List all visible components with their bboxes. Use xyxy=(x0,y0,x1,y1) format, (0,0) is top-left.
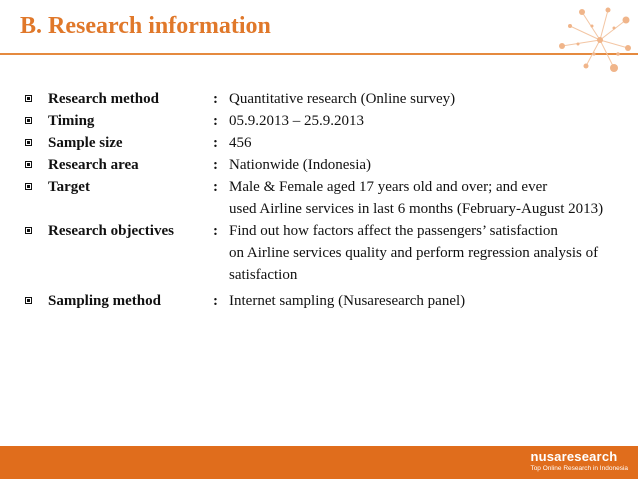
item-value: Nationwide (Indonesia) xyxy=(229,157,372,173)
item-colon: : xyxy=(213,293,218,309)
square-bullet-icon xyxy=(25,95,32,102)
square-bullet-icon xyxy=(25,161,32,168)
item-value: 456 xyxy=(229,135,252,151)
slide-title: B. Research information xyxy=(20,13,271,39)
list-item-research-area xyxy=(0,154,638,176)
item-value-continuation: used Airline services in last 6 months (February-August 2013) xyxy=(229,201,604,217)
item-value: Quantitative research (Online survey) xyxy=(229,91,456,107)
item-label: Research method xyxy=(48,91,159,107)
item-label: Research area xyxy=(48,157,139,173)
item-value: Male & Female aged 17 years old and over; and ever xyxy=(229,179,548,195)
brand-tagline: Top Online Research in Indonesia xyxy=(530,465,628,472)
list-item-timing xyxy=(0,110,638,132)
dots-network-logo-icon xyxy=(548,4,634,74)
item-value-continuation: satisfaction xyxy=(229,267,298,283)
footer-bar xyxy=(0,446,638,479)
square-bullet-icon xyxy=(25,139,32,146)
item-colon: : xyxy=(213,91,218,107)
item-label: Research objectives xyxy=(48,223,174,239)
item-label: Sample size xyxy=(48,135,123,151)
item-colon: : xyxy=(213,157,218,173)
square-bullet-icon xyxy=(25,117,32,124)
brand-logo xyxy=(530,450,628,473)
list-item-research-objectives xyxy=(0,220,638,290)
list-item-research-method xyxy=(0,88,638,110)
item-colon: : xyxy=(213,179,218,195)
item-colon: : xyxy=(213,135,218,151)
item-value: 05.9.2013 – 25.9.2013 xyxy=(229,113,364,129)
item-value-continuation: on Airline services quality and perform regression analysis of xyxy=(229,245,599,261)
item-label: Target xyxy=(48,179,90,195)
item-value: Internet sampling (Nusaresearch panel) xyxy=(229,293,466,309)
brand-name: nusaresearch xyxy=(530,449,618,464)
item-value: Find out how factors affect the passengers’ satisfaction xyxy=(229,223,558,239)
square-bullet-icon xyxy=(25,227,32,234)
list-item-sample-size xyxy=(0,132,638,154)
square-bullet-icon xyxy=(25,297,32,304)
title-divider xyxy=(0,53,638,55)
item-label: Timing xyxy=(48,113,95,129)
list-item-sampling-method xyxy=(0,290,638,312)
research-info-list xyxy=(0,88,638,312)
square-bullet-icon xyxy=(25,183,32,190)
item-colon: : xyxy=(213,113,218,129)
item-label: Sampling method xyxy=(48,293,161,309)
list-item-target xyxy=(0,176,638,220)
item-colon: : xyxy=(213,223,218,239)
